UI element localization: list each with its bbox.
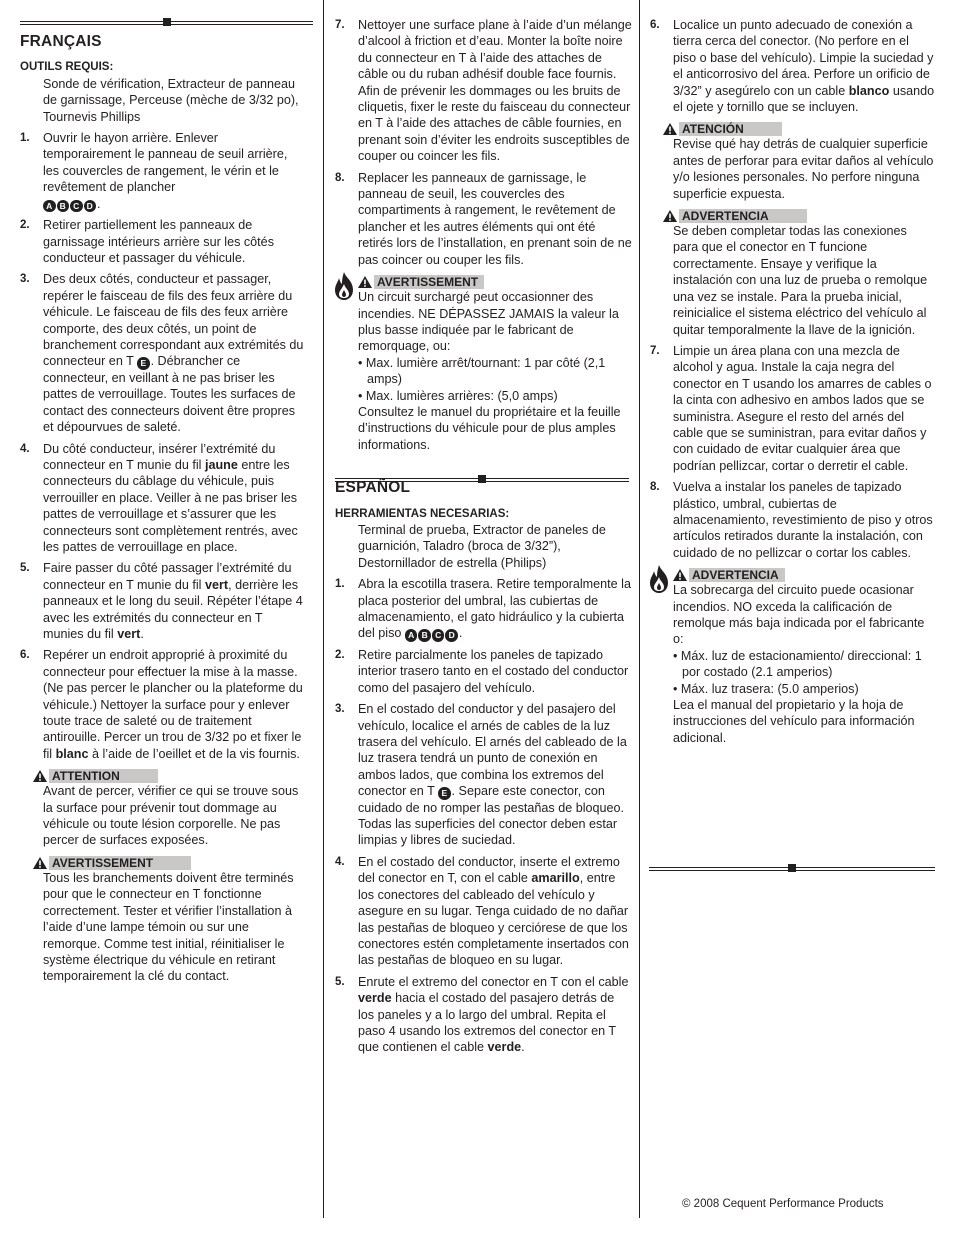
warning-text: Tous les branchements doivent être terminés pour que le connecteur en T fonctionne correctement. Tester et vérifier l’installation à l’aide d’une lampe témoin ou sur une remorque. Comme test initial, réinitialiser le système électrique du véhicule en retirant temporairement la clé du contact. (43, 870, 294, 984)
column-2 (335, 17, 633, 1061)
warning-triangle-icon (33, 857, 47, 869)
step-text-cont: , entre los conectores del cableado del vehículo y asegure en su lugar. Tenga cuidado de no dañar las pestañas de bloqueo y cerciórese de que los conectores estén completamente insertados con las pestañas de bloqueo en su lugar. (358, 871, 629, 968)
step-number: 4. (20, 442, 30, 455)
caution-label: ATTENTION (49, 769, 158, 783)
step-text: Retire parcialmente los paneles de tapizado interior trasero tanto en el costado del conductor como del pasajero del vehículo. (358, 647, 629, 695)
step-number: 3. (20, 273, 30, 286)
rule-end-spanish (649, 867, 935, 871)
tools-text: Sonde de vérification, Extracteur de panneau de garnissage, Perceuse (mèche de 3/32 po), Tournevis Phillips (43, 76, 299, 124)
callout-c-icon: C (432, 629, 445, 642)
fire-bullet: • Máx. luz de estacionamiento/ direccional: 1 por costado (2.1 amperios) (673, 648, 922, 680)
step-fr-7 (335, 17, 633, 165)
column-french-1 (20, 34, 306, 990)
step-es-5 (335, 974, 633, 1056)
fire-bullet: • Max. lumière arrêt/tournant: 1 par côté (2,1 amps) (358, 355, 606, 387)
step-es-2 (335, 647, 633, 696)
step-text: Repérer un endroit approprié à proximité du connecteur pour effectuer la mise à la masse. (Ne pas percer le plancher ou la plateforme du véhicule.) Nettoyer la surface pour y enlever toute trace de saleté ou de traitement antirouille. Percer un trou de 3/32 po et fixer le fil (43, 648, 303, 761)
step-es-7 (650, 343, 935, 474)
step-number: 2. (20, 219, 30, 232)
caution-text: Avant de percer, vérifier ce qui se trouve sous la surface pour prévenir tout dommage au véhicule ou toute lésion corporelle. Ne pas percer de surfaces exposées. (43, 784, 299, 848)
step-number: 5. (335, 975, 345, 988)
copyright-notice: © 2008 Cequent Performance Products (682, 1198, 884, 1210)
step-es-8 (650, 479, 935, 561)
callout-c-icon: C (70, 200, 83, 213)
wire-color: amarillo (531, 871, 580, 886)
warning-note-es (650, 207, 935, 338)
step-text: Retirer partiellement les panneaux de garnissage intérieurs arrière sur les côtés conducteur et passager du véhicule. (43, 218, 274, 265)
callout-a-icon: A (43, 200, 56, 213)
caution-note-fr (20, 767, 306, 849)
column-3 (650, 17, 935, 751)
caution-label: ATENCIÓN (679, 122, 782, 136)
step-number: 1. (20, 132, 30, 145)
step-es-1 (335, 576, 633, 642)
warning-text: Se deben completar todas las conexiones para que el conector en T funcione correctamente. Ensaye y verifique la instalación con una luz de prueba o remolque una vez se instale. Para la prueba inicial, reinicialice el sistema eléctrico del vehículo al quitar temporalmente la llave de la ignición. (673, 224, 928, 337)
fire-outro: Consultez le manuel du propriétaire et la feuille d’instructions du véhicule pour de plus amples informations. (358, 404, 621, 452)
callout-e-icon: E (438, 787, 451, 800)
tools-text: Terminal de prueba, Extractor de paneles de guarnición, Taladro (broca de 3/32”), Destornillador de estrella (Philips) (358, 522, 606, 570)
tools-title: OUTILS REQUIS: (20, 61, 114, 74)
step-text-cont: à l’aide de l’oeillet et de la vis fournis. (88, 746, 300, 761)
warning-note-fr (20, 854, 306, 985)
step-text-end: . (458, 626, 463, 641)
caution-text: Revise qué hay detrás de cualquier superficie antes de perforar para evitar daños al vehículo y/o lesiones personales. No perfore ninguna superficie expuesta. (673, 137, 934, 201)
step-text: Limpie un área plana con una mezcla de alcohol y agua. Instale la caja negra del conector en T usando los amarres de cables o la cinta con adhesivo en ambos lados que se suministra. Asegure el resto del arnés del cable que se suministran, para evitar daños y con cuidado de evitar cualquier área que podrían pellizcar, cortar o derretir el cable. (673, 343, 932, 473)
warning-triangle-icon (673, 569, 687, 581)
step-es-6 (650, 17, 935, 115)
step-text-end: . (97, 196, 101, 211)
fire-warning-label: AVERTISSEMENT (374, 275, 484, 289)
step-text-cont: . Débrancher ce connecteur, en veillant à ne pas briser les pattes de verrouillage. Toutes les surfaces de contact des connecteurs doivent être propres et dépourvues de saleté. (43, 354, 296, 435)
top-rule-french (20, 21, 313, 25)
fire-intro: Un circuit surchargé peut occasionner des incendies. NE DÉPASSEZ JAMAIS la valeur la plus basse indiquée par le fabricant de remorquage, ou: (358, 290, 619, 354)
fire-bullet: • Máx. luz trasera: (5.0 amperios) (673, 681, 859, 696)
step-text: Replacer les panneaux de garnissage, le panneau de seuil, les couvercles des compartiments à rangement, le revêtement de plancher et les autres éléments qui ont été retirés lors de l’installation, en prenant soin de ne pas coincer ou couper les fils. (358, 170, 632, 267)
rule-knob (788, 864, 796, 872)
step-text-cont: . Separe este conector, con cuidado de no romper las pestañas de bloqueo. Todas las superficies del conector deben estar limpias y libres de suciedad. (358, 784, 625, 848)
section-title-spanish: ESPAÑOL (335, 479, 411, 497)
step-number: 1. (335, 578, 345, 591)
fire-warning-es (650, 566, 935, 746)
step-es-3 (335, 701, 633, 849)
step-text-cont: , derrière les panneaux et le long du seuil. Répéter l’étape 4 avec les extrémités du connecteur en T munies du fil (43, 577, 303, 641)
warning-triangle-icon (663, 210, 677, 222)
fire-warning-label: ADVERTENCIA (689, 568, 785, 582)
step-number: 8. (650, 481, 660, 494)
step-number: 5. (20, 562, 30, 575)
fire-icon (333, 271, 355, 301)
fire-intro: La sobrecarga del circuito puede ocasionar incendios. NO exceda la calificación de remolque más baja indicada por el fabricante o: (673, 583, 925, 647)
step-number: 3. (335, 703, 345, 716)
step-number: 6. (650, 19, 660, 31)
step-number: 2. (335, 648, 345, 661)
step-fr-5 (20, 560, 306, 642)
warning-label: AVERTISSEMENT (49, 856, 191, 870)
step-fr-3 (20, 271, 306, 435)
step-text: Enrute el extremo del conector en T con el cable (358, 974, 629, 989)
column-divider-1 (323, 0, 324, 1218)
rule-knob (163, 18, 171, 26)
step-text-cont: usando el ojete y tornillo que se incluyen. (673, 83, 935, 115)
wire-color: jaune (204, 457, 238, 472)
callout-b-icon: B (418, 629, 431, 642)
warning-triangle-icon (663, 123, 677, 135)
step-fr-1 (20, 130, 306, 212)
step-text: Ouvrir le hayon arrière. Enlever temporairement le panneau de seuil arrière, les couvercles de rangement, le vérin et le revêtement de plancher (43, 131, 288, 195)
step-number: 7. (650, 344, 660, 357)
step-text: Vuelva a instalar los paneles de tapizado plástico, umbral, cubiertas de almacenamiento, revestimiento de piso y otros artículos retirados durante la instalación, con cuidado de no pellizcar o cortar los cables. (673, 480, 933, 560)
step-text-end: . (140, 627, 144, 641)
step-text-cont: entre les connecteurs du câblage du véhicule, puis verrouiller en place. Veiller à ne pas briser les pattes de verrouillage et s’assurer que les connecteurs sont complètement rentrés, avec les pattes de verrouillage en place. (43, 457, 298, 554)
step-number: 7. (335, 19, 345, 31)
callout-a-icon: A (405, 629, 418, 642)
step-text: En el costado del conductor, inserte el extremo del conector en T, con el cable (358, 854, 620, 886)
step-text: Du côté conducteur, insérer l’extrémité du connecteur en T munie du fil (43, 441, 276, 472)
step-number: 6. (20, 649, 30, 662)
step-text-cont: hacia el costado del pasajero detrás de los paneles y a lo largo del umbral. Repita el paso 4 usando los extremos del conector en T que contienen el cable (358, 991, 616, 1055)
step-text: Localice un punto adecuado de conexión a tierra cerca del conector. (No perfore en el piso o base del vehículo). Limpie la suciedad y el anticorrosivo del área. Perfore un orificio de 3/32” y asegúrelo con un cable (673, 18, 934, 98)
step-text: Nettoyer une surface plane à l’aide d’un mélange d’alcool à friction et d’eau. Monter la boîte noire du connecteur en T à l’aide des attaches de câble ou du ruban adhésif double face fournis. Afin de prévenir les dommages ou les bruits de cliquetis, fixer le reste du faisceau du connecteur en T à l’aide des attaches de câble fournies, en prenant soin d’éviter les endroits susceptibles de couper ou coincer les fils. (358, 18, 632, 164)
step-fr-4 (20, 441, 306, 556)
wire-color: verde (358, 991, 392, 1006)
warning-triangle-icon (33, 770, 47, 782)
step-number: 8. (335, 171, 345, 184)
fire-outro: Lea el manual del propietario y la hoja de instrucciones del vehículo para información adicional. (673, 698, 915, 745)
step-fr-8 (335, 170, 633, 268)
wire-color: blanc (55, 746, 89, 761)
wire-color: blanco (848, 83, 890, 98)
warning-triangle-icon (358, 276, 372, 288)
step-text: En el costado del conductor y del pasajero del vehículo, localice el arnés de cables de la luz trasera del vehículo. El arnés del cableado de la luz trasera tendrá un punto de conexión en ambos lados, que combina los extremos del conector en T (358, 702, 627, 799)
step-text: Abra la escotilla trasera. Retire temporalmente la placa posterior del umbral, las cubiertas de almacenamiento, el gato hidráulico y la cubierta del piso (358, 577, 631, 641)
fire-icon (648, 564, 670, 594)
step-fr-6 (20, 647, 306, 762)
fire-bullet: • Max. lumières arrières: (5,0 amps) (358, 388, 558, 403)
tools-title: HERRAMIENTAS NECESARIAS: (335, 507, 510, 520)
step-fr-2 (20, 217, 306, 266)
caution-note-es (650, 120, 935, 202)
section-title-french: FRANÇAIS (20, 33, 102, 50)
step-text: Des deux côtés, conducteur et passager, repérer le faisceau de fils des feux arrière du véhicule. Le faisceau de fils des feux arrière comporte, des deux côtés, un point de branchement correspondant aux extrémités du connecteur en T (43, 272, 304, 369)
callout-e-icon: E (137, 357, 150, 370)
fire-warning-fr (335, 273, 633, 453)
step-es-4 (335, 854, 633, 969)
wire-color: vert (204, 577, 229, 592)
wire-color: verde (487, 1040, 522, 1055)
step-text-end: . (521, 1040, 525, 1055)
callout-d-icon: D (84, 200, 97, 213)
wire-color: vert (117, 627, 141, 641)
column-divider-2 (639, 0, 640, 1218)
callout-b-icon: B (57, 200, 70, 213)
warning-label: ADVERTENCIA (679, 209, 807, 223)
step-number: 4. (335, 855, 345, 868)
step-text: Faire passer du côté passager l’extrémité du connecteur en T munie du fil (43, 561, 292, 592)
callout-d-icon: D (445, 629, 458, 642)
